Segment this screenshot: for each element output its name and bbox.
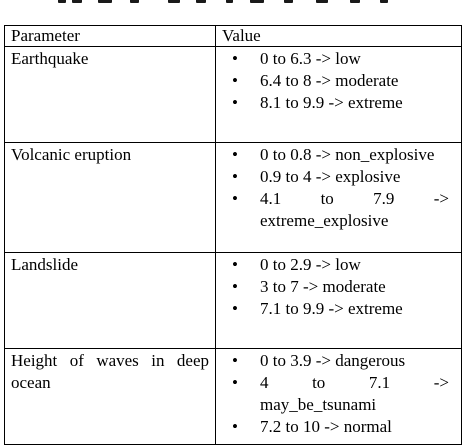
list-item: • 8.1 to 9.9 -> extreme bbox=[260, 92, 449, 114]
parameter-cell: Height of waves in deep ocean bbox=[5, 349, 216, 445]
value-cell bbox=[216, 349, 462, 445]
list-item: • 4.1 to 7.9 -> extreme_explosive bbox=[260, 188, 449, 232]
list-item: • 7.1 to 9.9 -> extreme bbox=[260, 298, 449, 320]
cropped-caption-remnant bbox=[0, 0, 474, 4]
table-row bbox=[5, 349, 462, 445]
table-row bbox=[5, 47, 462, 143]
value-cell bbox=[216, 143, 462, 253]
list-item: • 3 to 7 -> moderate bbox=[260, 276, 449, 298]
list-item: • 0 to 6.3 -> low bbox=[260, 48, 449, 70]
table-header-row bbox=[5, 26, 462, 47]
list-item: • 0.9 to 4 -> explosive bbox=[260, 166, 449, 188]
header-parameter: Parameter bbox=[5, 26, 216, 47]
value-list bbox=[260, 144, 449, 232]
parameter-cell: Landslide bbox=[5, 253, 216, 349]
parameter-cell: Earthquake bbox=[5, 47, 216, 143]
value-list bbox=[260, 254, 449, 320]
list-item: • 0 to 0.8 -> non_explosive bbox=[260, 144, 449, 166]
value-list bbox=[260, 48, 449, 114]
list-item: • 4 to 7.1 -> may_be_tsunami bbox=[260, 372, 449, 416]
list-item: • 7.2 to 10 -> normal bbox=[260, 416, 449, 438]
table-row bbox=[5, 253, 462, 349]
parameter-cell: Volcanic eruption bbox=[5, 143, 216, 253]
parameter-value-table bbox=[4, 25, 462, 445]
value-cell bbox=[216, 47, 462, 143]
list-item: • 0 to 3.9 -> dangerous bbox=[260, 350, 449, 372]
table-row bbox=[5, 143, 462, 253]
value-list bbox=[260, 350, 449, 438]
list-item: • 0 to 2.9 -> low bbox=[260, 254, 449, 276]
value-cell bbox=[216, 253, 462, 349]
header-value: Value bbox=[216, 26, 462, 47]
list-item: • 6.4 to 8 -> moderate bbox=[260, 70, 449, 92]
